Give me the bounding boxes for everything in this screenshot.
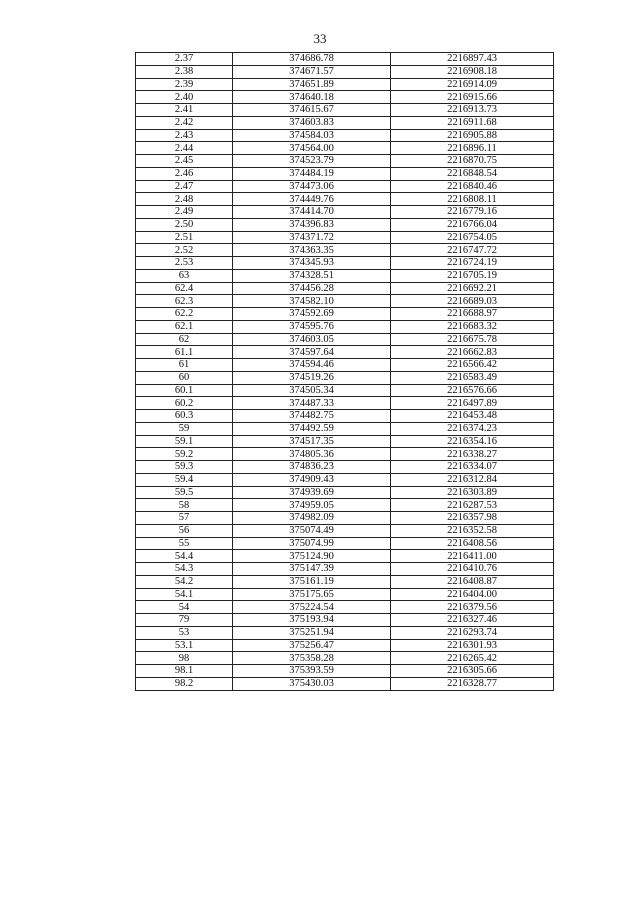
- point-number-cell: 58: [136, 499, 233, 512]
- table-row: [136, 575, 554, 588]
- y-coordinate-cell: 2216293.74: [391, 626, 554, 639]
- x-coordinate-cell: 374371.72: [233, 231, 391, 244]
- point-number-cell: 54.2: [136, 575, 233, 588]
- point-number-cell: 2.41: [136, 104, 233, 117]
- y-coordinate-cell: 2216354.16: [391, 435, 554, 448]
- point-number-cell: 62: [136, 333, 233, 346]
- x-coordinate-cell: 374686.78: [233, 53, 391, 66]
- coordinates-table: [135, 52, 554, 691]
- x-coordinate-cell: 375393.59: [233, 665, 391, 678]
- table-row: [136, 486, 554, 499]
- point-number-cell: 60.1: [136, 384, 233, 397]
- table-row: [136, 116, 554, 129]
- y-coordinate-cell: 2216779.16: [391, 206, 554, 219]
- y-coordinate-cell: 2216897.43: [391, 53, 554, 66]
- table-row: [136, 269, 554, 282]
- table-row: [136, 422, 554, 435]
- x-coordinate-cell: 375147.39: [233, 563, 391, 576]
- y-coordinate-cell: 2216408.87: [391, 575, 554, 588]
- point-number-cell: 2.40: [136, 91, 233, 104]
- table-row: [136, 218, 554, 231]
- table-row: [136, 537, 554, 550]
- table-row: [136, 346, 554, 359]
- x-coordinate-cell: 375124.90: [233, 550, 391, 563]
- y-coordinate-cell: 2216914.09: [391, 78, 554, 91]
- table-row: [136, 626, 554, 639]
- x-coordinate-cell: 375074.49: [233, 524, 391, 537]
- page-number: 33: [313, 31, 327, 46]
- point-number-cell: 55: [136, 537, 233, 550]
- table-row: [136, 320, 554, 333]
- table-row: [136, 53, 554, 66]
- y-coordinate-cell: 2216683.32: [391, 320, 554, 333]
- x-coordinate-cell: 374603.05: [233, 333, 391, 346]
- point-number-cell: 61.1: [136, 346, 233, 359]
- point-number-cell: 54.3: [136, 563, 233, 576]
- table-row: [136, 167, 554, 180]
- point-number-cell: 2.53: [136, 257, 233, 270]
- table-row: [136, 601, 554, 614]
- point-number-cell: 2.51: [136, 231, 233, 244]
- x-coordinate-cell: 374473.06: [233, 180, 391, 193]
- table-row: [136, 231, 554, 244]
- point-number-cell: 98.2: [136, 677, 233, 690]
- point-number-cell: 54.4: [136, 550, 233, 563]
- y-coordinate-cell: 2216915.66: [391, 91, 554, 104]
- x-coordinate-cell: 374492.59: [233, 422, 391, 435]
- table-row: [136, 295, 554, 308]
- table-row: [136, 512, 554, 525]
- y-coordinate-cell: 2216689.03: [391, 295, 554, 308]
- table-row: [136, 524, 554, 537]
- y-coordinate-cell: 2216688.97: [391, 308, 554, 321]
- point-number-cell: 63: [136, 269, 233, 282]
- y-coordinate-cell: 2216675.78: [391, 333, 554, 346]
- point-number-cell: 59.5: [136, 486, 233, 499]
- table-row: [136, 333, 554, 346]
- y-coordinate-cell: 2216265.42: [391, 652, 554, 665]
- x-coordinate-cell: 374564.00: [233, 142, 391, 155]
- point-number-cell: 2.42: [136, 116, 233, 129]
- y-coordinate-cell: 2216404.00: [391, 588, 554, 601]
- y-coordinate-cell: 2216905.88: [391, 129, 554, 142]
- y-coordinate-cell: 2216410.76: [391, 563, 554, 576]
- y-coordinate-cell: 2216305.66: [391, 665, 554, 678]
- x-coordinate-cell: 374640.18: [233, 91, 391, 104]
- table-row: [136, 359, 554, 372]
- point-number-cell: 59.2: [136, 448, 233, 461]
- y-coordinate-cell: 2216357.98: [391, 512, 554, 525]
- table-row: [136, 473, 554, 486]
- y-coordinate-cell: 2216287.53: [391, 499, 554, 512]
- x-coordinate-cell: 374449.76: [233, 193, 391, 206]
- point-number-cell: 2.37: [136, 53, 233, 66]
- x-coordinate-cell: 374519.26: [233, 371, 391, 384]
- table-row: [136, 550, 554, 563]
- x-coordinate-cell: 374939.69: [233, 486, 391, 499]
- y-coordinate-cell: 2216896.11: [391, 142, 554, 155]
- point-number-cell: 61: [136, 359, 233, 372]
- point-number-cell: 2.45: [136, 155, 233, 168]
- x-coordinate-cell: 374487.33: [233, 397, 391, 410]
- x-coordinate-cell: 374805.36: [233, 448, 391, 461]
- table-row: [136, 448, 554, 461]
- table-row: [136, 614, 554, 627]
- table-row: [136, 193, 554, 206]
- y-coordinate-cell: 2216334.07: [391, 461, 554, 474]
- y-coordinate-cell: 2216566.42: [391, 359, 554, 372]
- x-coordinate-cell: 375224.54: [233, 601, 391, 614]
- point-number-cell: 2.47: [136, 180, 233, 193]
- y-coordinate-cell: 2216328.77: [391, 677, 554, 690]
- point-number-cell: 60: [136, 371, 233, 384]
- x-coordinate-cell: 374582.10: [233, 295, 391, 308]
- x-coordinate-cell: 374597.64: [233, 346, 391, 359]
- x-coordinate-cell: 374484.19: [233, 167, 391, 180]
- table-row: [136, 410, 554, 423]
- x-coordinate-cell: 374603.83: [233, 116, 391, 129]
- y-coordinate-cell: 2216583.49: [391, 371, 554, 384]
- x-coordinate-cell: 374615.67: [233, 104, 391, 117]
- point-number-cell: 57: [136, 512, 233, 525]
- point-number-cell: 2.46: [136, 167, 233, 180]
- x-coordinate-cell: 374505.34: [233, 384, 391, 397]
- table-row: [136, 104, 554, 117]
- x-coordinate-cell: 374651.89: [233, 78, 391, 91]
- x-coordinate-cell: 374523.79: [233, 155, 391, 168]
- table-row: [136, 665, 554, 678]
- point-number-cell: 2.48: [136, 193, 233, 206]
- table-row: [136, 435, 554, 448]
- y-coordinate-cell: 2216848.54: [391, 167, 554, 180]
- y-coordinate-cell: 2216692.21: [391, 282, 554, 295]
- y-coordinate-cell: 2216408.56: [391, 537, 554, 550]
- table-row: [136, 652, 554, 665]
- y-coordinate-cell: 2216705.19: [391, 269, 554, 282]
- point-number-cell: 62.1: [136, 320, 233, 333]
- table-row: [136, 155, 554, 168]
- table-row: [136, 78, 554, 91]
- y-coordinate-cell: 2216411.00: [391, 550, 554, 563]
- x-coordinate-cell: 374482.75: [233, 410, 391, 423]
- point-number-cell: 53.1: [136, 639, 233, 652]
- table-row: [136, 677, 554, 690]
- point-number-cell: 59.3: [136, 461, 233, 474]
- table-row: [136, 142, 554, 155]
- table-row: [136, 461, 554, 474]
- point-number-cell: 53: [136, 626, 233, 639]
- table-row: [136, 65, 554, 78]
- point-number-cell: 60.2: [136, 397, 233, 410]
- point-number-cell: 2.49: [136, 206, 233, 219]
- point-number-cell: 98.1: [136, 665, 233, 678]
- x-coordinate-cell: 374836.23: [233, 461, 391, 474]
- x-coordinate-cell: 374671.57: [233, 65, 391, 78]
- y-coordinate-cell: 2216754.05: [391, 231, 554, 244]
- x-coordinate-cell: 374328.51: [233, 269, 391, 282]
- point-number-cell: 60.3: [136, 410, 233, 423]
- y-coordinate-cell: 2216352.58: [391, 524, 554, 537]
- point-number-cell: 59: [136, 422, 233, 435]
- x-coordinate-cell: 374595.76: [233, 320, 391, 333]
- y-coordinate-cell: 2216911.68: [391, 116, 554, 129]
- point-number-cell: 62.3: [136, 295, 233, 308]
- point-number-cell: 59.4: [136, 473, 233, 486]
- table-row: [136, 257, 554, 270]
- x-coordinate-cell: 374959.05: [233, 499, 391, 512]
- point-number-cell: 62.4: [136, 282, 233, 295]
- point-number-cell: 2.50: [136, 218, 233, 231]
- x-coordinate-cell: 375358.28: [233, 652, 391, 665]
- point-number-cell: 79: [136, 614, 233, 627]
- y-coordinate-cell: 2216913.73: [391, 104, 554, 117]
- y-coordinate-cell: 2216312.84: [391, 473, 554, 486]
- point-number-cell: 2.38: [136, 65, 233, 78]
- x-coordinate-cell: 375161.19: [233, 575, 391, 588]
- y-coordinate-cell: 2216379.56: [391, 601, 554, 614]
- y-coordinate-cell: 2216576.66: [391, 384, 554, 397]
- y-coordinate-cell: 2216840.46: [391, 180, 554, 193]
- y-coordinate-cell: 2216453.48: [391, 410, 554, 423]
- table-row: [136, 588, 554, 601]
- point-number-cell: 2.52: [136, 244, 233, 257]
- point-number-cell: 2.43: [136, 129, 233, 142]
- coordinates-table-body: [136, 53, 554, 691]
- table-row: [136, 563, 554, 576]
- y-coordinate-cell: 2216808.11: [391, 193, 554, 206]
- point-number-cell: 56: [136, 524, 233, 537]
- table-row: [136, 244, 554, 257]
- x-coordinate-cell: 374414.70: [233, 206, 391, 219]
- x-coordinate-cell: 374363.35: [233, 244, 391, 257]
- point-number-cell: 59.1: [136, 435, 233, 448]
- point-number-cell: 54.1: [136, 588, 233, 601]
- y-coordinate-cell: 2216301.93: [391, 639, 554, 652]
- table-row: [136, 639, 554, 652]
- x-coordinate-cell: 374345.93: [233, 257, 391, 270]
- table-row: [136, 384, 554, 397]
- y-coordinate-cell: 2216766.04: [391, 218, 554, 231]
- y-coordinate-cell: 2216303.89: [391, 486, 554, 499]
- x-coordinate-cell: 375074.99: [233, 537, 391, 550]
- table-row: [136, 129, 554, 142]
- point-number-cell: 2.39: [136, 78, 233, 91]
- table-row: [136, 282, 554, 295]
- y-coordinate-cell: 2216724.19: [391, 257, 554, 270]
- x-coordinate-cell: 374982.09: [233, 512, 391, 525]
- table-row: [136, 180, 554, 193]
- x-coordinate-cell: 374592.69: [233, 308, 391, 321]
- x-coordinate-cell: 375256.47: [233, 639, 391, 652]
- table-row: [136, 397, 554, 410]
- y-coordinate-cell: 2216497.89: [391, 397, 554, 410]
- x-coordinate-cell: 375193.94: [233, 614, 391, 627]
- table-row: [136, 499, 554, 512]
- point-number-cell: 98: [136, 652, 233, 665]
- point-number-cell: 62.2: [136, 308, 233, 321]
- point-number-cell: 2.44: [136, 142, 233, 155]
- x-coordinate-cell: 375251.94: [233, 626, 391, 639]
- y-coordinate-cell: 2216747.72: [391, 244, 554, 257]
- x-coordinate-cell: 374396.83: [233, 218, 391, 231]
- y-coordinate-cell: 2216662.83: [391, 346, 554, 359]
- y-coordinate-cell: 2216870.75: [391, 155, 554, 168]
- x-coordinate-cell: 374584.03: [233, 129, 391, 142]
- x-coordinate-cell: 374909.43: [233, 473, 391, 486]
- x-coordinate-cell: 375430.03: [233, 677, 391, 690]
- y-coordinate-cell: 2216908.18: [391, 65, 554, 78]
- table-row: [136, 308, 554, 321]
- y-coordinate-cell: 2216374.23: [391, 422, 554, 435]
- x-coordinate-cell: 374594.46: [233, 359, 391, 372]
- x-coordinate-cell: 375175.65: [233, 588, 391, 601]
- y-coordinate-cell: 2216338.27: [391, 448, 554, 461]
- x-coordinate-cell: 374456.28: [233, 282, 391, 295]
- table-row: [136, 91, 554, 104]
- point-number-cell: 54: [136, 601, 233, 614]
- table-row: [136, 371, 554, 384]
- y-coordinate-cell: 2216327.46: [391, 614, 554, 627]
- table-row: [136, 206, 554, 219]
- x-coordinate-cell: 374517.35: [233, 435, 391, 448]
